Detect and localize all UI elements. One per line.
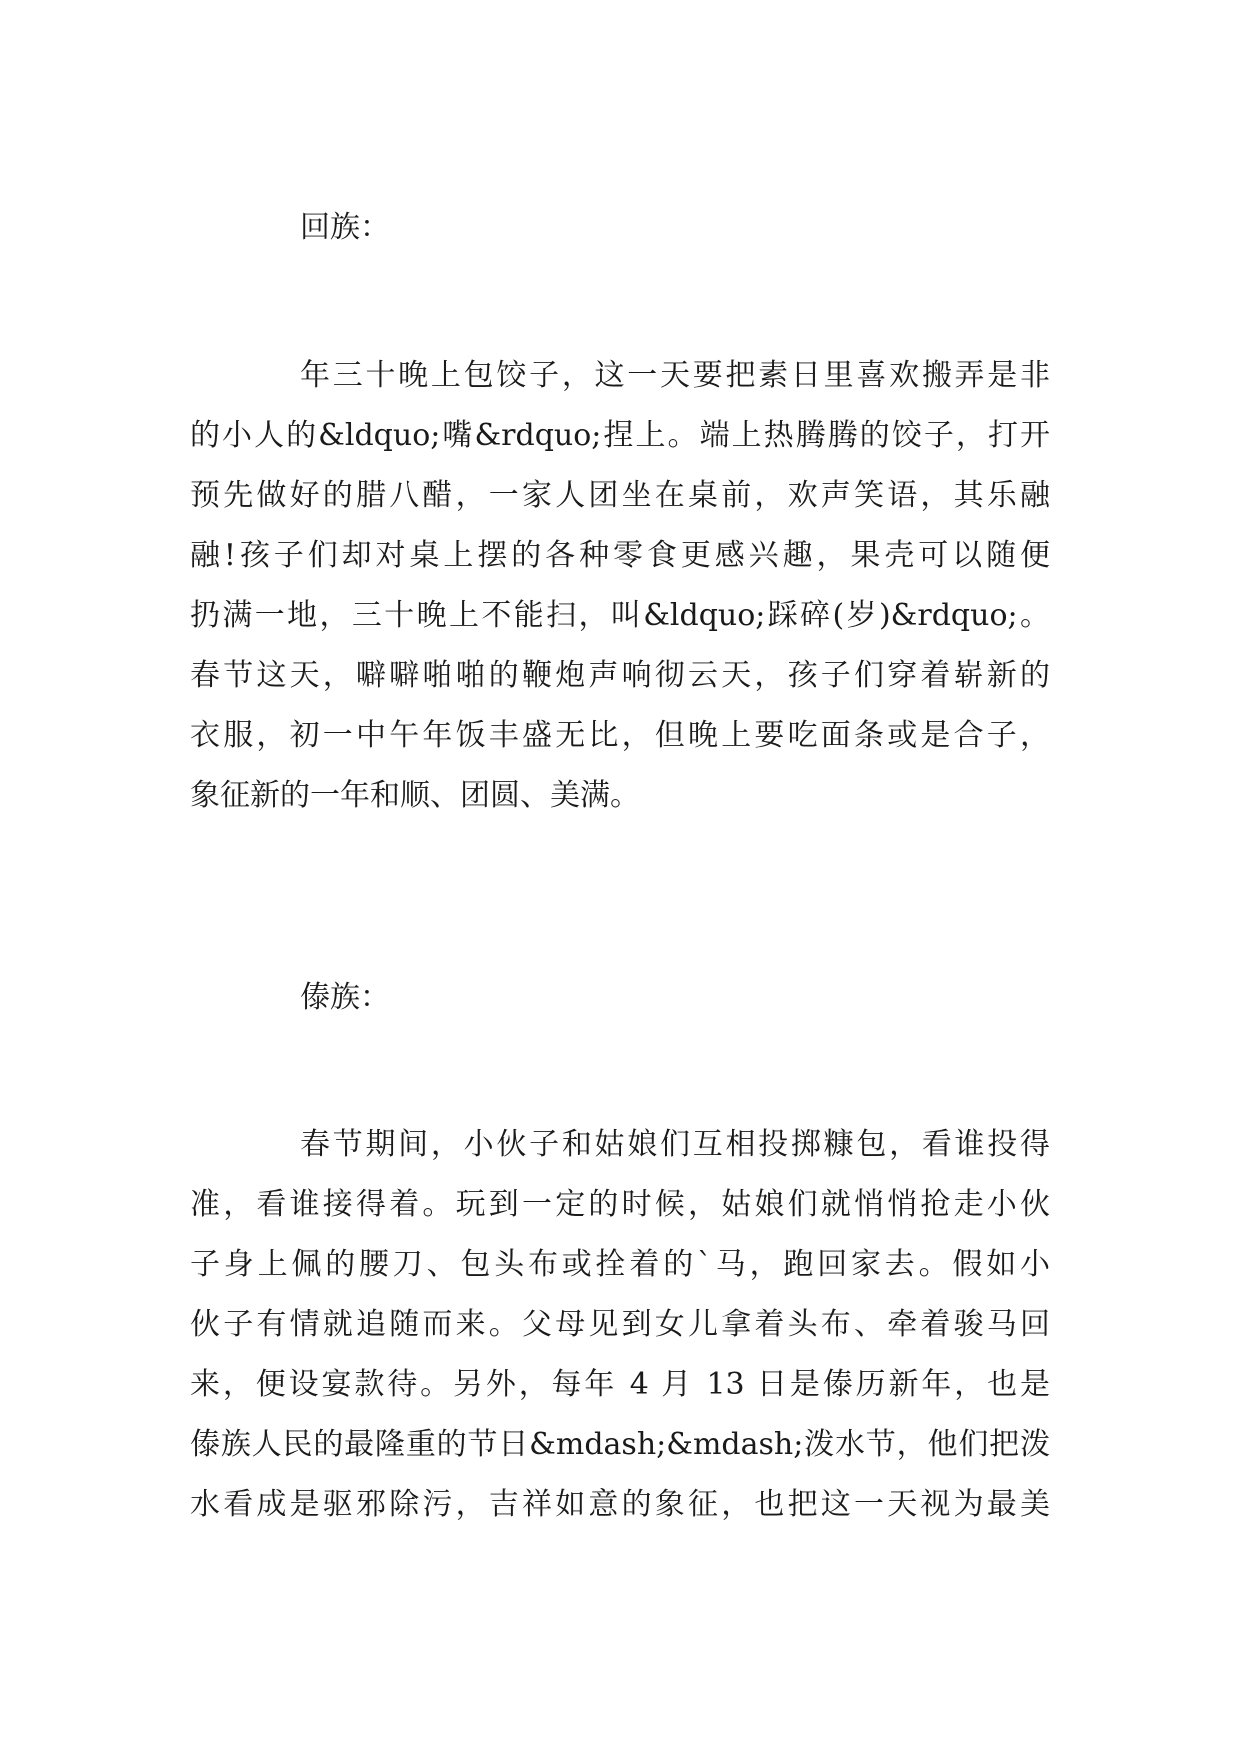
paragraph-line: 扔满一地，三十晚上不能扫，叫&ldquo;踩碎(岁)&rdquo;。: [190, 598, 1050, 633]
paragraph-line: 子身上佩的腰刀、包头布或拴着的`马，跑回家去。假如小: [190, 1247, 1050, 1282]
paragraph-line: 融!孩子们却对桌上摆的各种零食更感兴趣，果壳可以随便: [190, 538, 1050, 573]
paragraph-hui: [190, 346, 1050, 826]
section-heading-hui: 回族：: [300, 210, 390, 245]
paragraph-line: 衣服，初一中午年饭丰盛无比，但晚上要吃面条或是合子，: [190, 718, 1050, 753]
paragraph-dai: [190, 1115, 1050, 1535]
paragraph-line: 水看成是驱邪除污，吉祥如意的象征，也把这一天视为最美: [190, 1487, 1050, 1522]
paragraph-line: 伙子有情就追随而来。父母见到女儿拿着头布、牵着骏马回: [190, 1307, 1050, 1342]
paragraph-line: 春节这天，噼噼啪啪的鞭炮声响彻云天，孩子们穿着崭新的: [190, 658, 1050, 693]
paragraph-line: 准，看谁接得着。玩到一定的时候，姑娘们就悄悄抢走小伙: [190, 1187, 1050, 1222]
section-heading-dai: 傣族：: [300, 980, 390, 1015]
paragraph-line: 的小人的&ldquo;嘴&rdquo;捏上。端上热腾腾的饺子，打开: [190, 418, 1050, 453]
paragraph-line: 年三十晚上包饺子，这一天要把素日里喜欢搬弄是非: [300, 358, 1050, 393]
paragraph-line: 春节期间，小伙子和姑娘们互相投掷糠包，看谁投得: [300, 1127, 1050, 1162]
paragraph-line: 来，便设宴款待。另外，每年 4 月 13 日是傣历新年，也是: [190, 1367, 1050, 1402]
paragraph-line: 象征新的一年和顺、团圆、美满。: [190, 778, 640, 813]
paragraph-line: 预先做好的腊八醋，一家人团坐在桌前，欢声笑语，其乐融: [190, 478, 1050, 513]
paragraph-line: 傣族人民的最隆重的节日&mdash;&mdash;泼水节，他们把泼: [190, 1427, 1050, 1462]
